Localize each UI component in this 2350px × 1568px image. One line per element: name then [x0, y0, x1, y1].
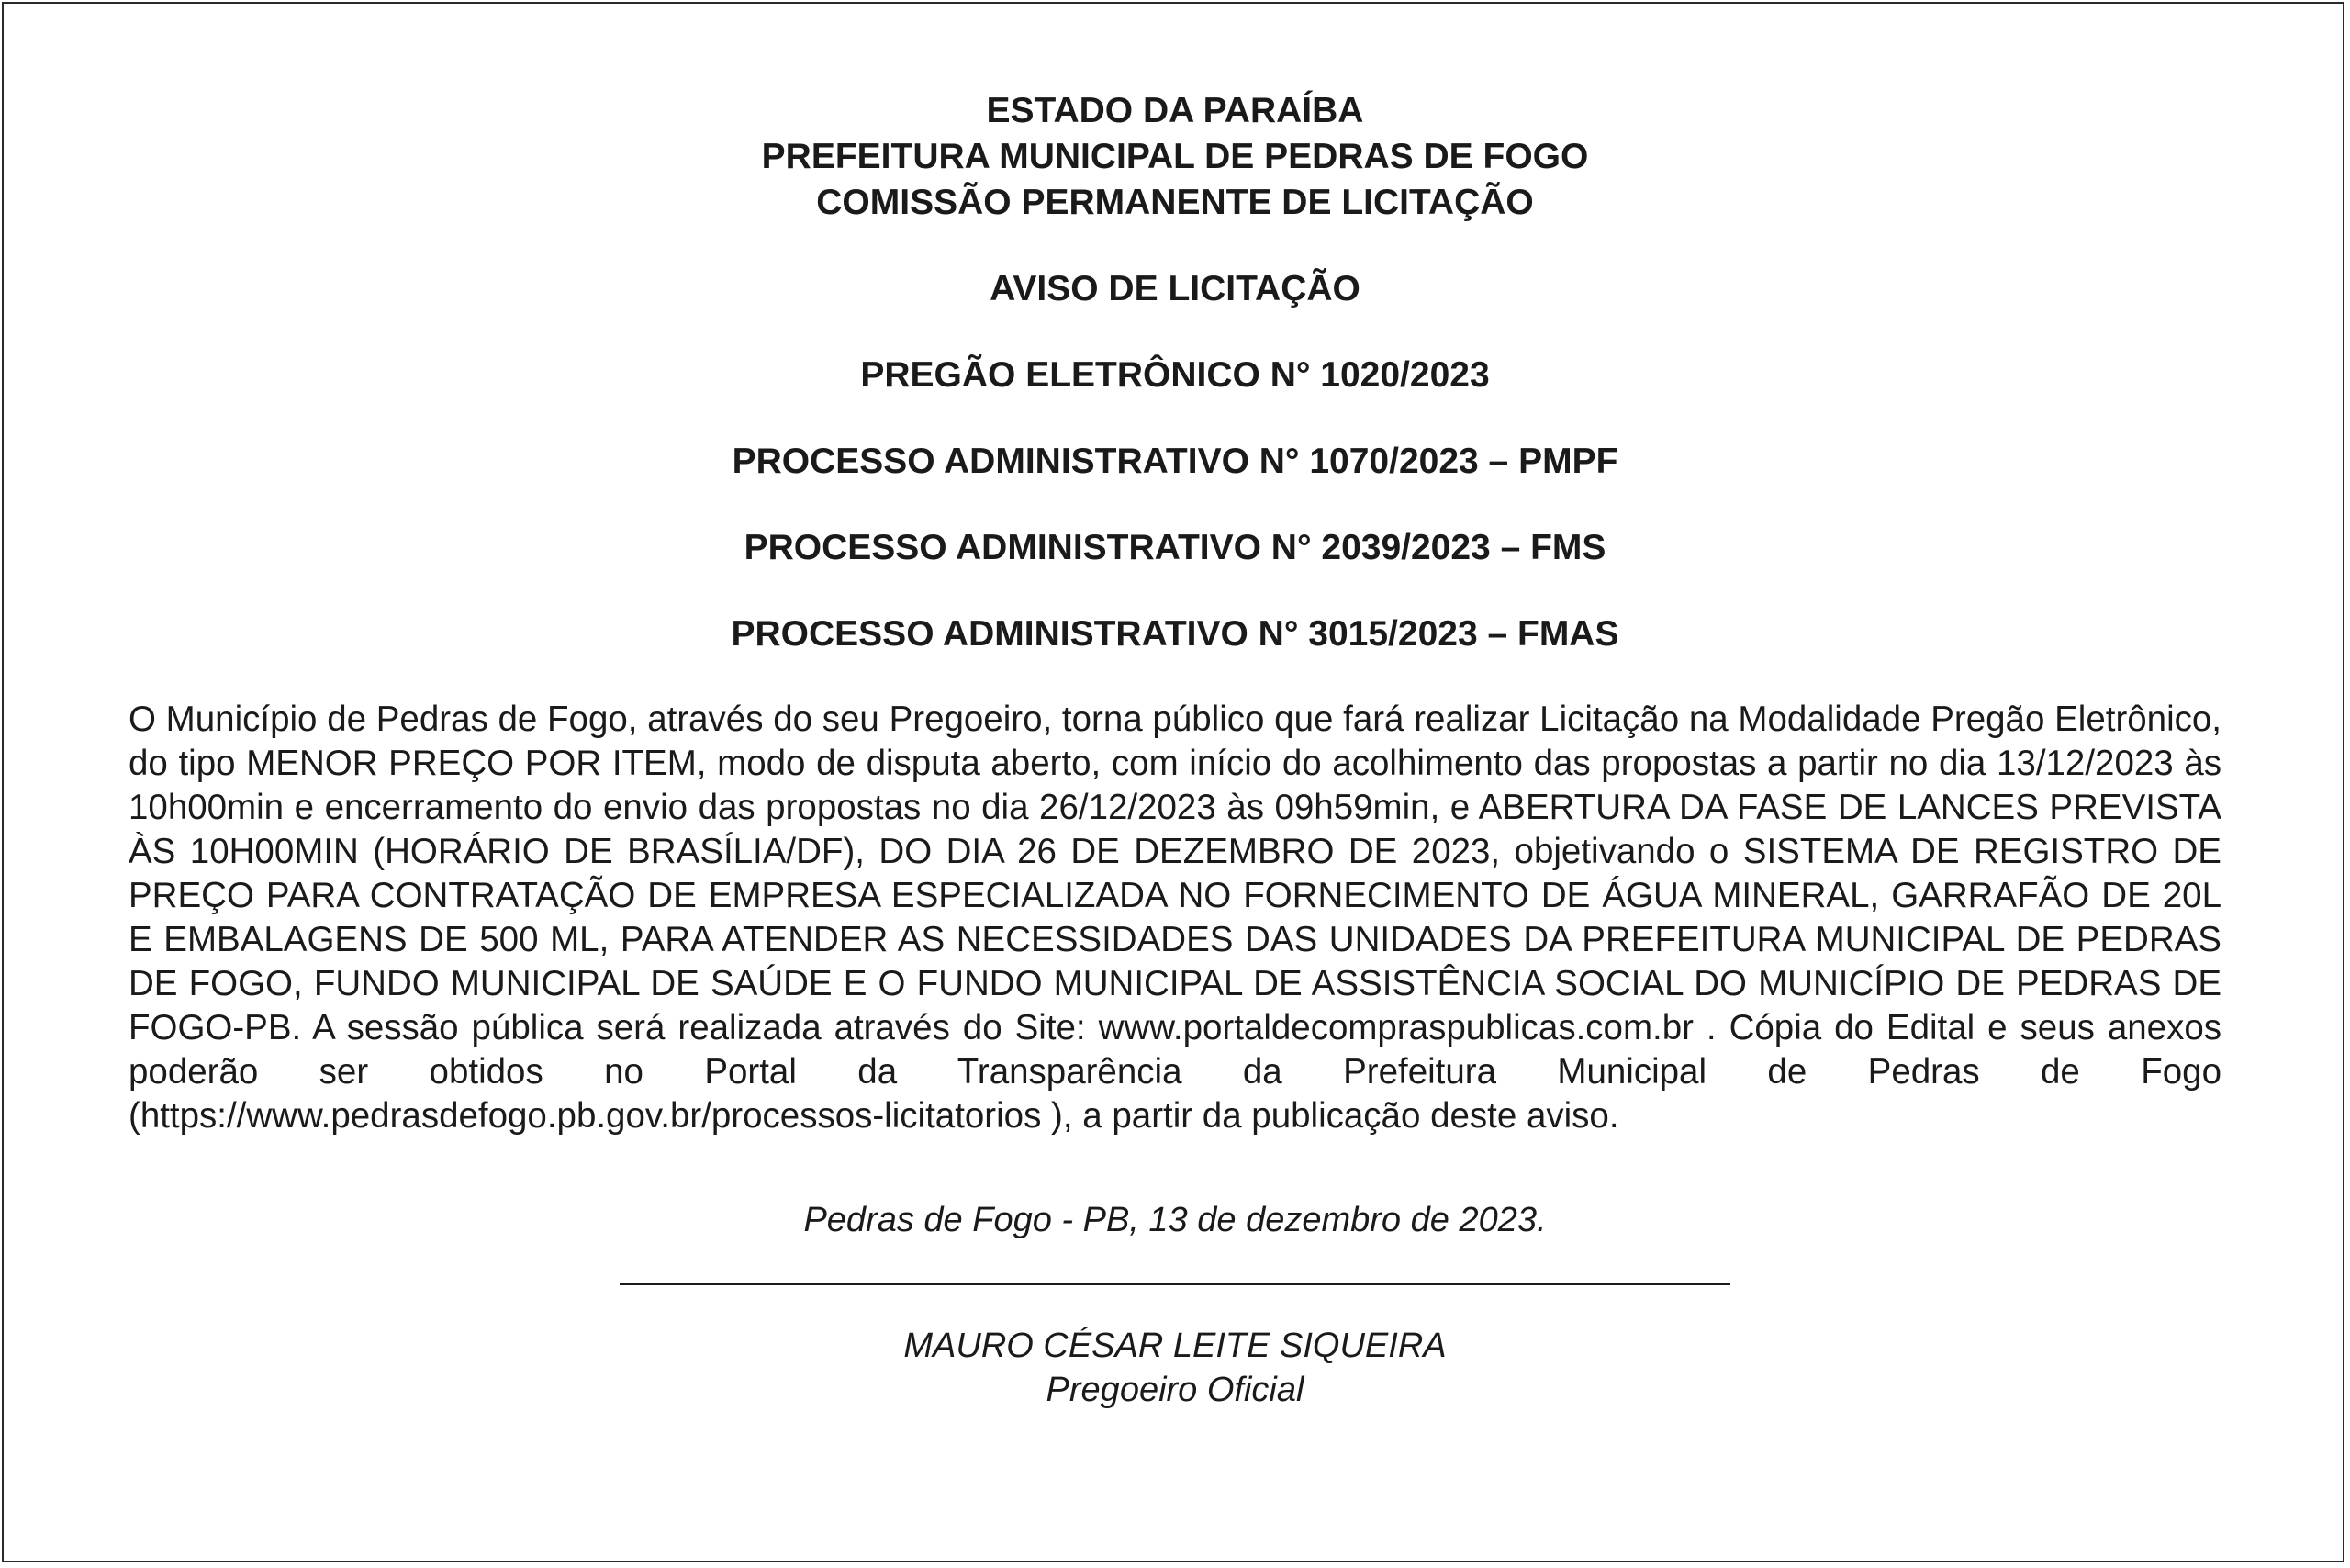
signer-name: MAURO CÉSAR LEITE SIQUEIRA [903, 1327, 1447, 1365]
header-state: ESTADO DA PARAÍBA [986, 91, 1364, 130]
process-number-pmpf: PROCESSO ADMINISTRATIVO N° 1070/2023 – PMPF [732, 442, 1618, 481]
pregao-number: PREGÃO ELETRÔNICO N° 1020/2023 [860, 355, 1490, 395]
header-municipality: PREFEITURA MUNICIPAL DE PEDRAS DE FOGO [761, 137, 1589, 176]
signature-line [620, 1283, 1730, 1285]
place-and-date: Pedras de Fogo - PB, 13 de dezembro de 2023. [803, 1201, 1547, 1239]
notice-document [129, 88, 2221, 1447]
notice-body-paragraph: O Município de Pedras de Fogo, através do seu Pregoeiro, torna público que fará realizar Licitação na Modalidade Pregão Eletrônico, do tipo MENOR PREÇO POR ITEM, modo de disputa aberto, com início do acolhimento das propostas a partir no dia 13/12/2023 às 10h00min e encerramento do envio das propostas no dia 26/12/2023 às 09h59min, e ABERTURA DA FASE DE LANCES PREVISTA ÀS 10H00MIN (HORÁRIO DE BRASÍLIA/DF), DO DIA 26 DE DEZEMBRO DE 2023, objetivando o SISTEMA DE REGISTRO DE PREÇO PARA CONTRATAÇÃO DE EMPRESA ESPECIALIZADA NO FORNECIMENTO DE ÁGUA MINERAL, GARRAFÃO DE 20L E EMBALAGENS DE 500 ML, PARA ATENDER AS NECESSIDADES DAS UNIDADES DA PREFEITURA MUNICIPAL DE PEDRAS DE FOGO, FUNDO MUNICIPAL DE SAÚDE E O FUNDO MUNICIPAL DE ASSISTÊNCIA SOCIAL DO MUNICÍPIO DE PEDRAS DE FOGO-PB. A sessão pública será realizada através do Site: www.portaldecompraspublicas.com.br . Cópia do Edital e seus anexos poderão ser obtidos no Portal da Transparência da Prefeitura Municipal de Pedras de Fogo (https://www.pedrasdefogo.pb.gov.br/processos-licitatorios ), a partir da publicação deste aviso. [129, 700, 2221, 1136]
document-header [129, 88, 2221, 226]
header-commission: COMISSÃO PERMANENTE DE LICITAÇÃO [816, 183, 1534, 222]
signer-role: Pregoeiro Oficial [1046, 1371, 1304, 1409]
notice-title: AVISO DE LICITAÇÃO [990, 269, 1360, 308]
process-number-fmas: PROCESSO ADMINISTRATIVO N° 3015/2023 – FMAS [731, 614, 1619, 654]
process-number-fms: PROCESSO ADMINISTRATIVO N° 2039/2023 – FMS [744, 528, 1606, 567]
